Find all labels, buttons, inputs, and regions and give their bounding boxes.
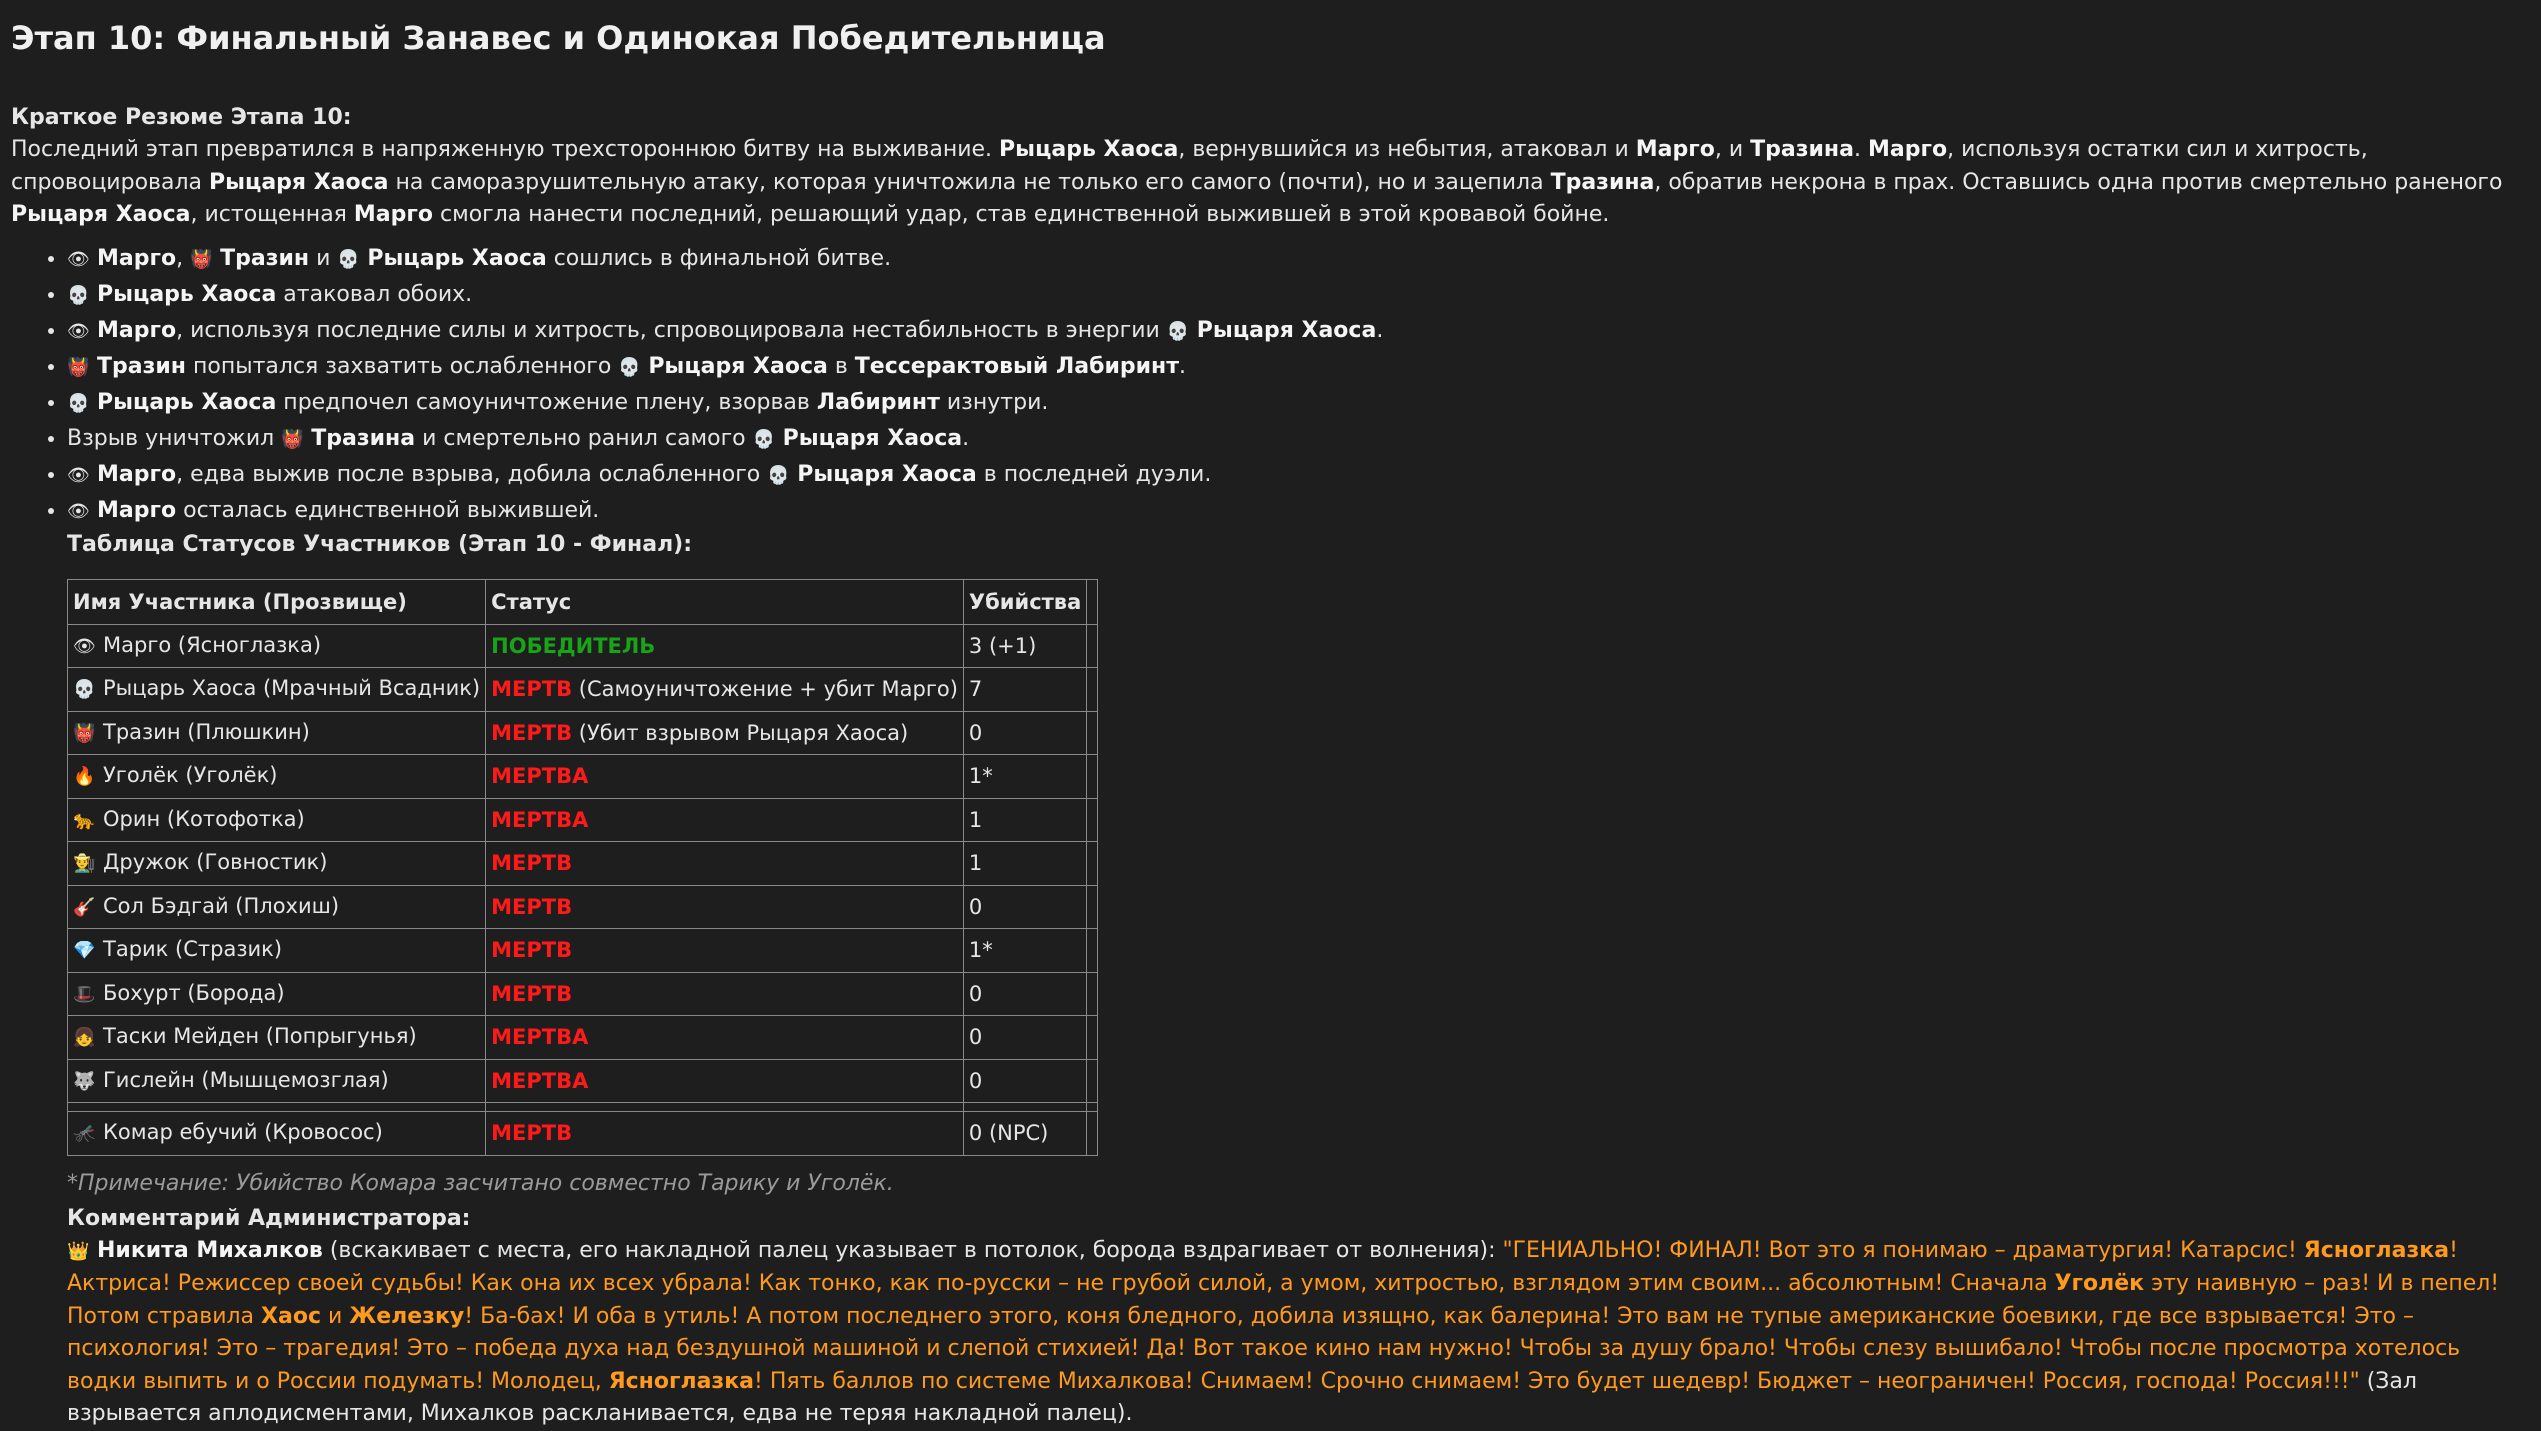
participant-name: Гислейн (Мышцемозглая) xyxy=(103,1067,389,1092)
bold-text: Рыцаря Хаоса xyxy=(797,461,977,487)
bold-text: Тразина xyxy=(1750,137,1854,162)
participant-icon: 🎩 xyxy=(73,983,96,1005)
table-row xyxy=(68,885,1098,929)
participant-cell xyxy=(68,1059,486,1103)
summary-paragraph xyxy=(11,134,2526,232)
participant-cell xyxy=(68,972,486,1016)
status-badge: МЕРТВ xyxy=(491,894,573,919)
status-badge: МЕРТВ xyxy=(491,677,573,702)
status-badge: МЕРТВА xyxy=(491,764,589,789)
event-item xyxy=(67,313,2531,349)
status-badge: МЕРТВА xyxy=(491,1025,589,1050)
table-row xyxy=(68,842,1098,886)
bold-text: Тразин xyxy=(220,245,310,271)
text-span: (вскакивает с места, его накладной палец указывает в потолок, борода вздрагивает от волнения): xyxy=(322,1237,1503,1263)
text-span: . xyxy=(1853,137,1868,162)
gap-cell xyxy=(963,1103,1086,1112)
text-span: в xyxy=(827,353,855,379)
text-span: "ГЕНИАЛЬНО! ФИНАЛ! Вот это я понимаю – драматургия! Катарсис! xyxy=(1502,1237,2304,1263)
summary-title: Краткое Резюме Этапа 10: xyxy=(11,105,352,130)
emoji-icon: 👁 xyxy=(67,248,90,270)
participant-name: Тразин (Плюшкин) xyxy=(103,719,310,744)
text-span: и xyxy=(309,245,338,271)
event-item xyxy=(67,385,2531,421)
participant-icon: 👹 xyxy=(73,722,96,744)
spacer-cell xyxy=(1087,1016,1098,1060)
table-row xyxy=(68,624,1098,668)
status-cell xyxy=(486,1059,964,1103)
participant-name: Орин (Котофотка) xyxy=(103,806,305,831)
event-item xyxy=(67,421,2531,457)
status-cell xyxy=(486,1016,964,1060)
spacer-cell xyxy=(1087,798,1098,842)
spacer-cell xyxy=(1087,711,1098,755)
emoji-icon: 💀 xyxy=(67,392,90,414)
participant-cell xyxy=(68,1016,486,1060)
kills-cell: 0 xyxy=(963,885,1086,929)
spacer-cell xyxy=(1087,842,1098,886)
admin-title: Комментарий Администратора: xyxy=(67,1205,471,1231)
event-item xyxy=(67,349,2531,385)
events-list xyxy=(11,241,2531,529)
bold-text: Уголёк xyxy=(2054,1271,2145,1296)
participant-cell xyxy=(68,711,486,755)
participant-icon: 🐺 xyxy=(73,1070,96,1092)
status-badge: МЕРТВ xyxy=(491,851,573,876)
kills-cell: 0 xyxy=(963,711,1086,755)
text-span: на саморазрушительную атаку, которая уничтожила не только его самого (почти), но и зацепила xyxy=(388,169,1551,195)
table-row xyxy=(68,972,1098,1016)
text-span: сошлись в финальной битве. xyxy=(546,245,892,271)
table-row xyxy=(68,668,1098,712)
bold-text: Лабиринт xyxy=(816,389,940,415)
header-status: Статус xyxy=(486,579,964,624)
text-span: ! Ба-бах! И оба в утиль! А потом последнего этого, коня бледного, добила изящно, как балерина! Это вам не тупые американские боевики, где все взрывается! Это – психология! Это – трагедия! Это – победа духа над бездушной машиной и слепой стихией! Да! Вот такое кино нам нужно! Чтобы за душу брало! Чтобы слезу вышибало! Чтобы после просмотра хотелось водки выпить и о России подумать! Молодец, xyxy=(67,1303,2461,1394)
text-span: , вернувшийся из небытия, атаковал и xyxy=(1178,137,1636,162)
bold-text: Рыцарь Хаоса xyxy=(97,281,277,307)
bold-text: Марго xyxy=(97,497,177,523)
emoji-icon: 💀 xyxy=(1166,320,1190,342)
spacer-cell xyxy=(1087,755,1098,799)
status-cell xyxy=(486,929,964,973)
emoji-icon: 👁 xyxy=(67,464,90,486)
status-table xyxy=(67,579,1098,1156)
bold-text: Никита Михалков xyxy=(97,1237,323,1263)
bold-text: Марго xyxy=(353,202,434,227)
table-row xyxy=(68,1016,1098,1060)
status-cell xyxy=(486,711,964,755)
text-span: изнутри. xyxy=(939,389,1049,415)
kills-cell: 0 xyxy=(963,1016,1086,1060)
text-span: и xyxy=(321,1303,350,1329)
bold-text: Тразин xyxy=(97,353,186,379)
kills-cell: 1* xyxy=(963,929,1086,973)
table-row xyxy=(68,798,1098,842)
text-span: . xyxy=(962,425,970,451)
status-detail: (Убит взрывом Рыцаря Хаоса) xyxy=(572,720,909,745)
status-cell xyxy=(486,842,964,886)
bold-text: Марго xyxy=(97,461,177,487)
text-span: . xyxy=(1376,317,1384,343)
status-cell xyxy=(486,1112,964,1156)
bold-text: Марго xyxy=(1635,137,1715,162)
bold-text: Рыцаря Хаоса xyxy=(1196,317,1377,343)
emoji-icon: 💀 xyxy=(752,428,776,450)
table-row xyxy=(68,1059,1098,1103)
status-cell xyxy=(486,668,964,712)
event-item xyxy=(67,277,2531,313)
bold-text: Тразина xyxy=(311,425,416,451)
participant-icon: 👁 xyxy=(73,635,96,657)
spacer-cell xyxy=(1087,1059,1098,1103)
text-span: , обратив некрона в прах. Оставшись одна против смертельно раненого xyxy=(1654,169,2503,195)
bold-text: Тессерактовый Лабиринт xyxy=(854,353,1180,379)
kills-cell: 0 xyxy=(963,1059,1086,1103)
text-span: , используя остатки сил и хитрость, спровоцировала xyxy=(11,137,2368,195)
text-span: эту наивную – раз! И в пепел! Потом стравила xyxy=(67,1271,2500,1329)
header-spacer xyxy=(1087,579,1098,624)
participant-name: Комар ебучий (Кровосос) xyxy=(103,1120,383,1145)
kills-cell: 1 xyxy=(963,842,1086,886)
participant-name: Тарик (Стразик) xyxy=(103,937,283,962)
text-span: смогла нанести последний, решающий удар, став единственной выжившей в этой кровавой бойне. xyxy=(433,202,1610,227)
participant-cell xyxy=(68,798,486,842)
status-cell xyxy=(486,885,964,929)
emoji-icon: 👹 xyxy=(281,428,304,450)
emoji-icon: 👹 xyxy=(67,356,90,378)
text-span: , едва выжив после взрыва, добила ослабленного xyxy=(176,461,768,487)
text-span: Взрыв уничтожил xyxy=(67,425,282,451)
status-cell xyxy=(486,798,964,842)
table-gap-row xyxy=(68,1103,1098,1112)
bold-text: Рыцаря Хаоса xyxy=(11,202,191,227)
spacer-cell xyxy=(1087,1112,1098,1156)
text-span: ! Пять баллов по системе Михалкова! Снимаем! Срочно снимаем! Это будет шедевр! Бюджет – неограничен! Россия, господа! Россия!!!" xyxy=(754,1368,2360,1394)
text-span: , xyxy=(176,245,191,271)
text-span: и смертельно ранил самого xyxy=(415,425,753,451)
status-detail: (Самоуничтожение + убит Марго) xyxy=(572,677,958,702)
table-note: *Примечание: Убийство Комара засчитано совместно Тарику и Уголёк. xyxy=(67,1170,894,1196)
participant-name: Марго (Ясноглазка) xyxy=(103,632,322,657)
table-title: Таблица Статусов Участников (Этап 10 - Финал): xyxy=(67,531,693,557)
bold-text: Ясноглазка xyxy=(2303,1237,2450,1263)
spacer-cell xyxy=(1087,668,1098,712)
text-span: , истощенная xyxy=(190,202,354,227)
status-badge: МЕРТВ xyxy=(491,981,573,1006)
status-badge: ПОБЕДИТЕЛЬ xyxy=(491,633,656,658)
kills-cell: 1* xyxy=(963,755,1086,799)
table-row xyxy=(68,1112,1098,1156)
gap-cell xyxy=(68,1103,486,1112)
bold-text: Ясноглазка xyxy=(608,1368,754,1394)
emoji-icon: 💀 xyxy=(618,356,641,378)
emoji-icon: 👹 xyxy=(190,248,213,270)
gap-cell xyxy=(486,1103,964,1112)
text-span: в последней дуэли. xyxy=(976,461,1212,487)
status-badge: МЕРТВА xyxy=(491,807,589,832)
participant-name: Таски Мейден (Попрыгунья) xyxy=(103,1024,417,1049)
text-span: . xyxy=(1179,353,1187,379)
status-badge: МЕРТВ xyxy=(491,1121,573,1146)
emoji-icon: 💀 xyxy=(67,284,90,306)
bold-text: Рыцарь Хаоса xyxy=(999,137,1179,162)
text-span: , и xyxy=(1714,137,1751,162)
participant-name: Дружок (Говностик) xyxy=(103,850,328,875)
participant-icon: 👧 xyxy=(73,1027,96,1049)
emoji-icon: 👁 xyxy=(67,320,90,342)
status-cell xyxy=(486,755,964,799)
bold-text: Марго xyxy=(97,317,177,343)
participant-cell xyxy=(68,668,486,712)
participant-name: Рыцарь Хаоса (Мрачный Всадник) xyxy=(103,676,481,701)
spacer-cell xyxy=(1087,885,1098,929)
event-item xyxy=(67,493,2531,529)
event-item xyxy=(67,457,2531,493)
status-badge: МЕРТВ xyxy=(491,720,573,745)
status-cell xyxy=(486,624,964,668)
bold-text: Рыцаря Хаоса xyxy=(648,353,828,379)
table-header-row xyxy=(68,579,1098,624)
kills-cell: 7 xyxy=(963,668,1086,712)
header-kills: Убийства xyxy=(963,579,1086,624)
status-cell xyxy=(486,972,964,1016)
emoji-icon: 👁 xyxy=(67,500,90,522)
emoji-icon: 👑 xyxy=(67,1240,90,1262)
text-span: , используя последние силы и хитрость, спровоцировала нестабильность в энергии xyxy=(176,317,1167,343)
bold-text: Марго xyxy=(97,245,177,271)
bold-text: Марго xyxy=(1867,137,1948,162)
text-span: атаковал обоих. xyxy=(276,281,473,307)
bold-text: Рыцаря Хаоса xyxy=(209,169,389,195)
participant-cell xyxy=(68,885,486,929)
participant-icon: 🦟 xyxy=(73,1123,96,1145)
participant-cell xyxy=(68,624,486,668)
spacer-cell xyxy=(1087,929,1098,973)
spacer-cell xyxy=(1087,972,1098,1016)
bold-text: Железку xyxy=(349,1303,465,1329)
participant-icon: 🎸 xyxy=(73,896,96,918)
gap-cell xyxy=(1087,1103,1098,1112)
bold-text: Хаос xyxy=(261,1303,321,1329)
participant-icon: 👨‍🌾 xyxy=(73,853,96,875)
kills-cell: 0 (NPC) xyxy=(963,1112,1086,1156)
emoji-icon: 💀 xyxy=(767,464,790,486)
status-badge: МЕРТВ xyxy=(491,938,573,963)
page-title: Этап 10: Финальный Занавес и Одинокая Победительница xyxy=(11,19,1106,57)
participant-icon: 💀 xyxy=(73,679,96,701)
participant-name: Сол Бэдгай (Плохиш) xyxy=(103,893,340,918)
bold-text: Рыцарь Хаоса xyxy=(97,389,277,415)
text-span: предпочел самоуничтожение плену, взорвав xyxy=(276,389,817,415)
participant-icon: 🐆 xyxy=(73,809,96,831)
kills-cell: 1 xyxy=(963,798,1086,842)
participant-icon: 🔥 xyxy=(73,766,96,788)
bold-text: Рыцарь Хаоса xyxy=(367,245,547,271)
participant-icon: 💎 xyxy=(73,940,96,962)
event-item xyxy=(67,241,2531,277)
participant-cell xyxy=(68,1112,486,1156)
bold-text: Тразина xyxy=(1550,169,1655,195)
text-span: осталась единственной выжившей. xyxy=(176,497,600,523)
participant-name: Бохурт (Борода) xyxy=(103,980,285,1005)
text-span: попытался захватить ослабленного xyxy=(186,353,619,379)
participant-cell xyxy=(68,842,486,886)
participant-name: Уголёк (Уголёк) xyxy=(103,763,278,788)
bold-text: Рыцаря Хаоса xyxy=(782,425,963,451)
text-span: (Зал взрывается аплодисментами, Михалков раскланивается, едва не теряя накладной палец). xyxy=(67,1368,2417,1426)
admin-comment xyxy=(67,1235,2507,1431)
kills-cell: 0 xyxy=(963,972,1086,1016)
status-badge: МЕРТВА xyxy=(491,1068,589,1093)
header-name: Имя Участника (Прозвище) xyxy=(68,579,486,624)
table-row xyxy=(68,929,1098,973)
participant-cell xyxy=(68,929,486,973)
text-span: ! Актриса! Режиссер своей судьбы! Как она их всех убрала! Как тонко, как по-русски – не грубой силой, а умом, хитростью, взглядом этим своим... абсолютным! Сначала xyxy=(67,1237,2458,1296)
text-span: Последний этап превратился в напряженную трехстороннюю битву на выживание. xyxy=(11,137,1000,162)
kills-cell: 3 (+1) xyxy=(963,624,1086,668)
emoji-icon: 💀 xyxy=(337,248,360,270)
table-row xyxy=(68,711,1098,755)
spacer-cell xyxy=(1087,624,1098,668)
table-row xyxy=(68,755,1098,799)
participant-cell xyxy=(68,755,486,799)
